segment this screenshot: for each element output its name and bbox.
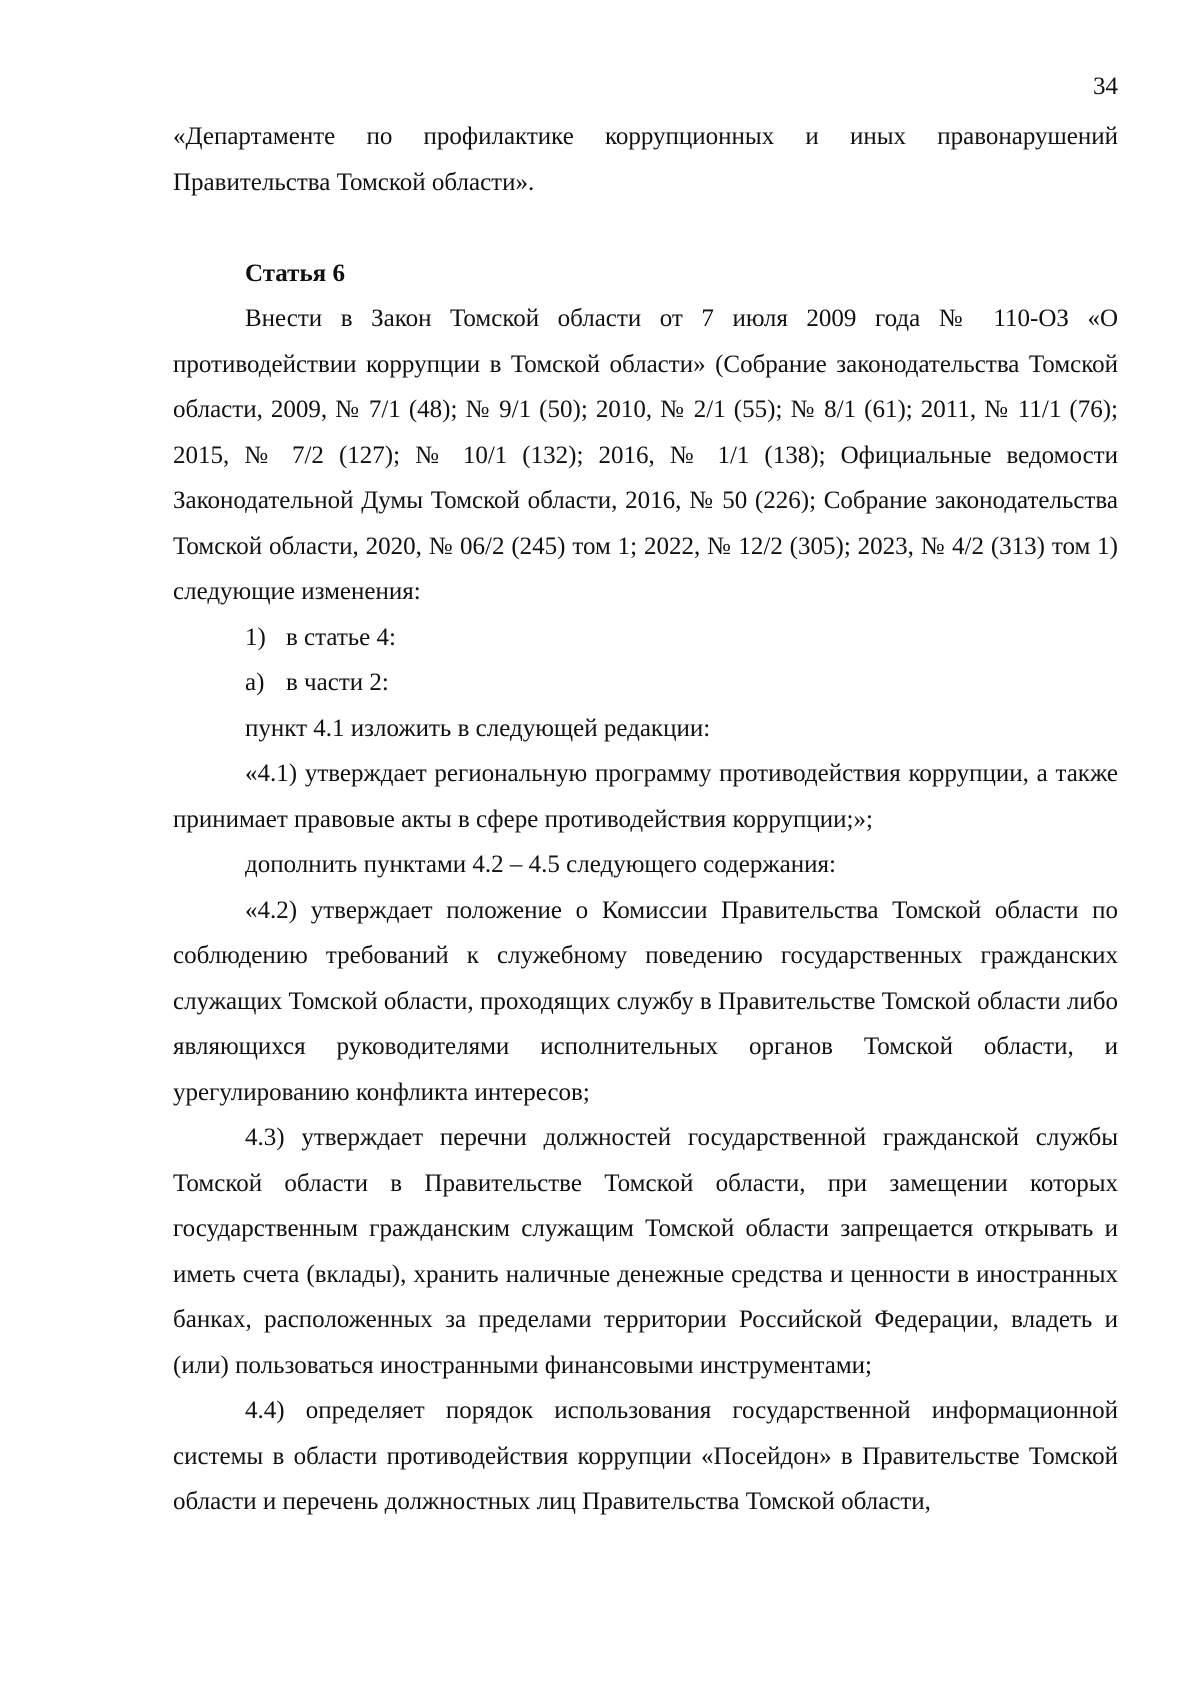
paragraph-amendment-intro: Внести в Закон Томской области от 7 июля 2009 года № 110-ОЗ «О противодействии коррупции в Томской области» (Собрание законодательства Томской области, 2009, № 7/1 (48); № 9/1 (50); 2010, № 2/1 (55); № 8/1 (61); 2011, № 11/1 (76); 2015, № 7/2 (127); № 10/1 (132); 2016, № 1/1 (138); Официальные ведомости Законодательной Думы Томской области, 2016, № 50 (226); Собрание законодательства Томской области, 2020, № 06/2 (245) том 1; 2022, № 12/2 (305); 2023, № 4/2 (313) том 1) следующие изменения: [173, 305, 1118, 605]
paragraph-point-4-1: «4.1) утверждает региональную программу противодействия коррупции, а также принимает правовые акты в сфере противодействия коррупции;»; [173, 760, 1118, 833]
paragraph-point-4-3: 4.3) утверждает перечни должностей государственной гражданской службы Томской области в Правительстве Томской области, при замещении которых государственным гражданским служащим Томской области запрещается открывать и иметь счета (вклады), хранить наличные денежные средства и ценности в иностранных банках, расположенных за пределами территории Российской Федерации, владеть и (или) пользоваться иностранными финансовыми инструментами; [173, 1124, 1118, 1379]
article-heading: Статья 6 [245, 259, 345, 287]
paragraph-point-4-2: «4.2) утверждает положение о Комиссии Правительства Томской области по соблюдению требований к служебному поведению государственных гражданских служащих Томской области, проходящих службу в Правительстве Томской области либо являющихся руководителями исполнительных органов Томской области, и урегулированию конфликта интересов; [173, 896, 1118, 1106]
list-item-a-marker: а) [245, 669, 265, 696]
list-item-1 [173, 615, 1118, 661]
list-item-1-text: в статье 4: [286, 623, 396, 651]
paragraph-point-4-4: 4.4) определяет порядок использования государственной информационной системы в области противодействия коррупции «Посейдон» в Правительстве Томской области и перечень должностных лиц Правительства Томской области, [173, 1397, 1118, 1515]
page-number: 34 [1093, 73, 1118, 100]
paragraph-department-name: «Департаменте по профилактике коррупционных и иных правонарушений Правительства Томской области». [173, 123, 1118, 196]
list-item-a [173, 660, 1118, 706]
paragraph-point-4-1-intro: пункт 4.1 изложить в следующей редакции: [245, 714, 711, 742]
document-body [173, 114, 1118, 1525]
list-item-1-marker: 1) [245, 623, 266, 651]
paragraph-add-points-intro: дополнить пунктами 4.2 – 4.5 следующего содержания: [245, 851, 836, 878]
list-item-a-text: в части 2: [286, 669, 389, 696]
